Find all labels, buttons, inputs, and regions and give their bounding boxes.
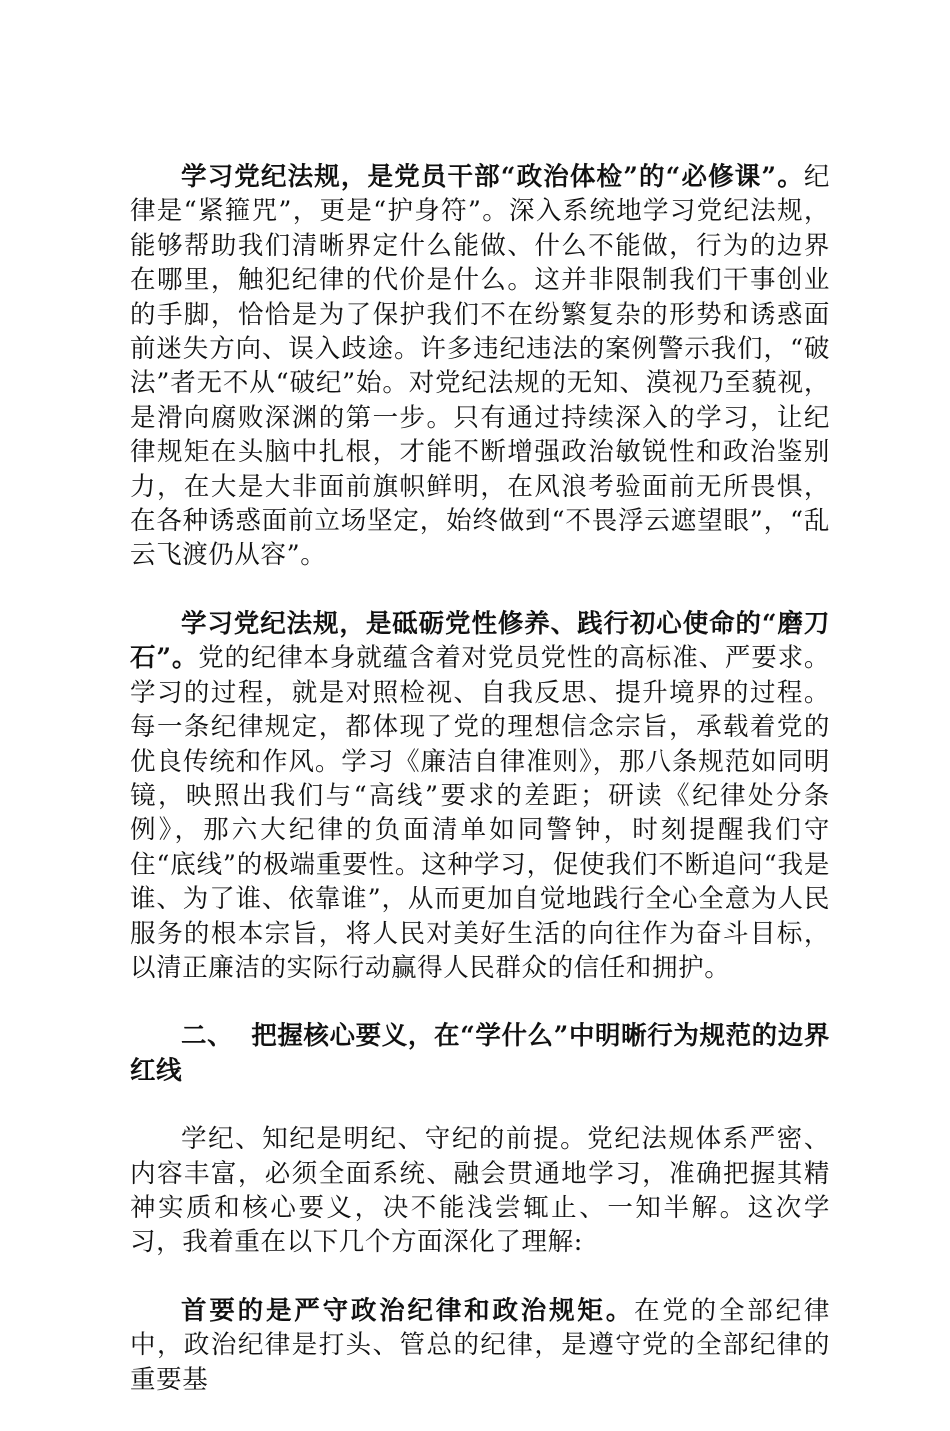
paragraph-body: 在党的全部纪律中，政治纪律是打头、管总的纪律，是遵守党的全部纪律的重要基 — [130, 1295, 830, 1395]
document-page — [130, 160, 830, 1431]
paragraph-learning-premise — [130, 1122, 830, 1260]
paragraph-whetstone — [130, 607, 830, 985]
paragraph-body: 纪律是“紧箍咒”，更是“护身符”。深入系统地学习党纪法规，能够帮助我们清晰界定什么能做、什么不能做，行为的边界在哪里，触犯纪律的代价是什么。这并非限制我们干事创业的手脚，恰恰是为了保护我们不在纷繁复杂的形势和诱惑面前迷失方向、误入歧途。许多违纪违法的案例警示我们，“破法”者无不从“破纪”始。对党纪法规的无知、漠视乃至藐视，是滑向腐败深渊的第一步。只有通过持续深入的学习，让纪律规矩在头脑中扎根，才能不断增强政治敏锐性和政治鉴别力，在大是大非面前旗帜鲜明，在风浪考验面前无所畏惧，在各种诱惑面前立场坚定，始终做到“不畏浮云遮望眼”，“乱云飞渡仍从容”。 — [130, 162, 830, 571]
paragraph-lead: 学习党纪法规，是砥砺党性修养、践行初心使命的“磨刀石”。 — [130, 608, 830, 674]
paragraph-political-checkup — [130, 160, 830, 573]
paragraph-body: 学纪、知纪是明纪、守纪的前提。党纪法规体系严密、内容丰富，必须全面系统、融会贯通地学习，准确把握其精神实质和核心要义，决不能浅尝辄止、一知半解。这次学习，我着重在以下几个方面深化了理解: — [130, 1124, 830, 1258]
paragraph-political-discipline — [130, 1294, 830, 1397]
section-number: 二、 — [181, 1021, 234, 1052]
paragraph-body: 党的纪律本身就蕴含着对党员党性的高标准、严要求。学习的过程，就是对照检视、自我反思、提升境界的过程。每一条纪律规定，都体现了党的理想信念宗旨，承载着党的优良传统和作风。学习《廉洁自律准则》，那八条规范如同明镜，映照出我们与“高线”要求的差距；研读《纪律处分条例》，那六大纪律的负面清单如同警钟，时刻提醒我们守住“底线”的极端重要性。这种学习，促使我们不断追问“我是谁、为了谁、依靠谁”，从而更加自觉地践行全心全意为人民服务的根本宗旨，将人民对美好生活的向往作为奋斗目标，以清正廉洁的实际行动赢得人民群众的信任和拥护。 — [130, 643, 831, 983]
section-heading — [130, 1019, 830, 1088]
paragraph-lead: 首要的是严守政治纪律和政治规矩。 — [181, 1295, 635, 1326]
paragraph-lead: 学习党纪法规，是党员干部“政治体检”的“必修课”。 — [181, 162, 804, 192]
section-title: 把握核心要义，在“学什么”中明晰行为规范的边界红线 — [130, 1021, 830, 1086]
